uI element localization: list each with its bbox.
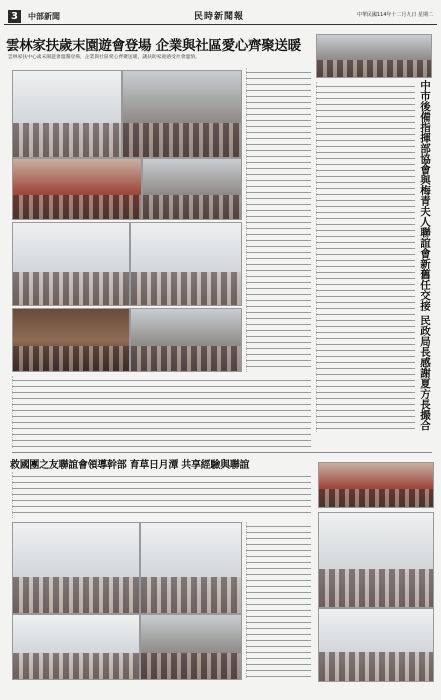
article-1-photo-1	[12, 70, 122, 158]
article-1-body-right	[246, 68, 311, 372]
issue-date: 中華民國114年十二月九日 星期二	[356, 12, 433, 18]
article-3-photo-3	[12, 614, 140, 680]
article-1-body-bottom	[12, 376, 311, 448]
article-2-photo-3	[318, 608, 434, 682]
article-2-headline: 中市後備指揮部協會與梅青夫人聯誼會新舊任交接 民政局長感謝夏方長撮合	[419, 80, 431, 431]
article-1-photo-7	[12, 308, 130, 372]
header-rule	[4, 24, 437, 25]
article-1-photo-2	[122, 70, 242, 158]
article-3-photo-4	[140, 614, 242, 680]
article-1-photo-4	[142, 158, 242, 220]
article-1-photo-3	[12, 158, 142, 220]
article-3-photo-1	[12, 522, 140, 614]
article-1-photo-5	[12, 222, 130, 306]
article-3-photo-2	[140, 522, 242, 614]
article-1-photo-6	[130, 222, 242, 306]
article-2-body	[316, 82, 415, 432]
article-2-photo-2	[318, 512, 434, 608]
article-3-body-top	[12, 472, 311, 518]
page-number: 3	[8, 10, 21, 23]
article-2-photo-1	[318, 462, 434, 508]
article-1-photo-8	[130, 308, 242, 372]
article-1-headline: 雲林家扶歲末園遊會登場 企業與社區愛心齊聚送暖	[6, 38, 301, 54]
article-1-subhead: 雲林家扶中心歲末園遊會溫馨登場，企業與社區愛心齊聚送暖，讓扶助家庭感受社會溫情。	[8, 55, 200, 60]
article-3-body-right	[246, 522, 311, 678]
section-divider	[12, 452, 432, 453]
article-2-photo-top	[316, 34, 432, 78]
section-title: 中部新聞	[28, 12, 60, 21]
masthead: 民時新聞報	[194, 12, 245, 22]
article-3-headline: 救國團之友聯誼會領導幹部 育草日月潭 共享經驗與聯誼	[10, 460, 250, 471]
